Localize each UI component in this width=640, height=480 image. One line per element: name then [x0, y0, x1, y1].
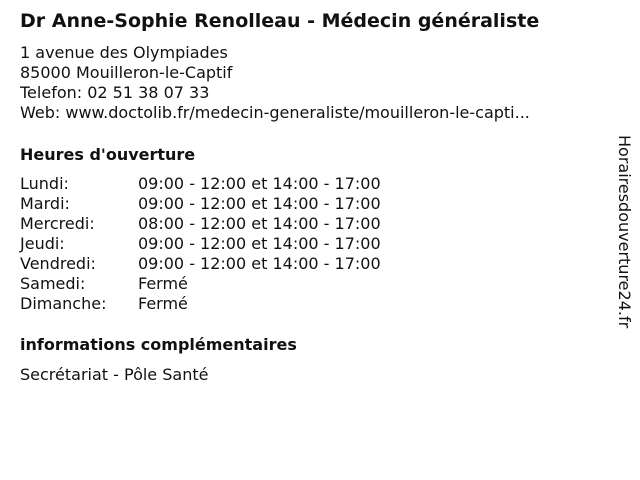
- time-value: 08:00 - 12:00 et 14:00 - 17:00: [138, 214, 381, 233]
- hours-row-vendredi: [20, 254, 381, 274]
- site-watermark: Horairesdouverture24.fr: [615, 135, 634, 329]
- hours-heading: Heures d'ouverture: [20, 145, 196, 164]
- contact-block: [20, 43, 530, 123]
- time-value: 09:00 - 12:00 et 14:00 - 17:00: [138, 254, 381, 273]
- day-label: Mardi:: [20, 194, 70, 213]
- time-value: Fermé: [138, 294, 188, 313]
- day-label: Dimanche:: [20, 294, 107, 313]
- hours-row-lundi: [20, 174, 381, 194]
- street-address: 1 avenue des Olympiades: [20, 43, 228, 62]
- hours-row-mardi: [20, 194, 381, 214]
- opening-hours-table: [20, 174, 381, 314]
- city-address: 85000 Mouilleron-le-Captif: [20, 63, 233, 82]
- page-title: Dr Anne-Sophie Renolleau - Médecin généraliste: [20, 10, 540, 32]
- website-link[interactable]: Web: www.doctolib.fr/medecin-generaliste/mouilleron-le-capti...: [20, 103, 530, 122]
- time-value: 09:00 - 12:00 et 14:00 - 17:00: [138, 174, 381, 193]
- additional-info-heading: informations complémentaires: [20, 335, 297, 354]
- hours-row-dimanche: [20, 294, 381, 314]
- day-label: Mercredi:: [20, 214, 95, 233]
- phone-number: Telefon: 02 51 38 07 33: [20, 83, 210, 102]
- day-label: Jeudi:: [20, 234, 65, 253]
- time-value: 09:00 - 12:00 et 14:00 - 17:00: [138, 234, 381, 253]
- day-label: Vendredi:: [20, 254, 96, 273]
- day-label: Samedi:: [20, 274, 86, 293]
- hours-row-jeudi: [20, 234, 381, 254]
- time-value: Fermé: [138, 274, 188, 293]
- additional-info-text: Secrétariat - Pôle Santé: [20, 365, 209, 384]
- hours-row-samedi: [20, 274, 381, 294]
- time-value: 09:00 - 12:00 et 14:00 - 17:00: [138, 194, 381, 213]
- hours-row-mercredi: [20, 214, 381, 234]
- day-label: Lundi:: [20, 174, 69, 193]
